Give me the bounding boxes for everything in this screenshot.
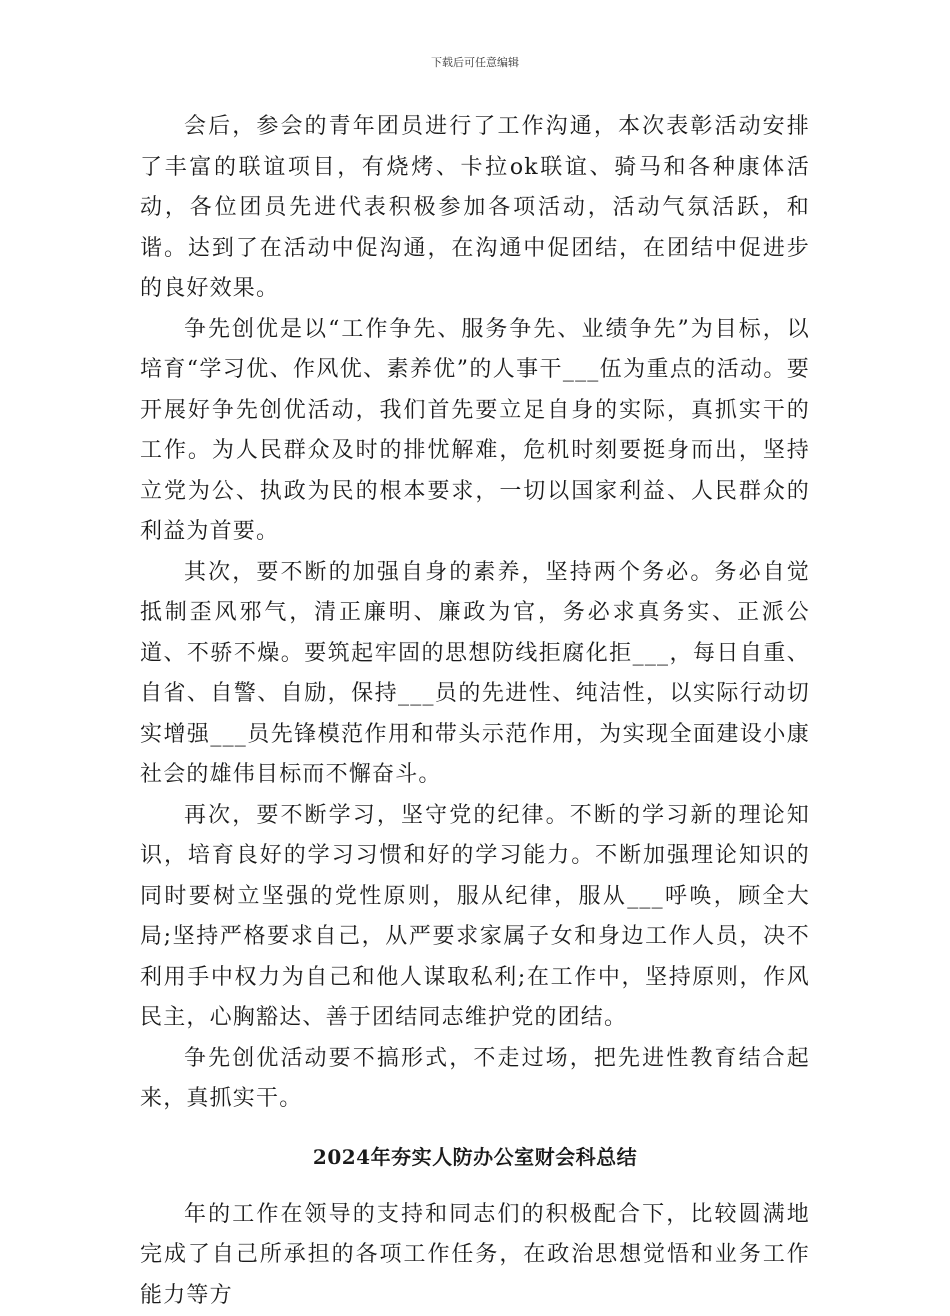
document-body <box>140 107 810 1316</box>
paragraph-party-discipline: 再次，要不断学习，坚守党的纪律。不断的学习新的理论知识，培育良好的学习习惯和好的学习能力。不断加强理论知识的同时要树立坚强的党性原则，服从纪律，服从___呼唤，顾全大局;坚持严格要求自己，从严要求家属子女和身边工作人员，决不利用手中权力为自己和他人谋取私利;在工作中，坚持原则，作风民主，心胸豁达、善于团结同志维护党的团结。 <box>140 796 810 1039</box>
section-title: 2024年夯实人防办公室财会科总结 <box>140 1120 810 1195</box>
paragraph-activity-summary: 会后，参会的青年团员进行了工作沟通，本次表彰活动安排了丰富的联谊项目，有烧烤、卡拉ok联谊、骑马和各种康体活动，各位团员先进代表积极参加各项活动，活动气氛活跃，和谐。达到了在活动中促沟通，在沟通中促团结，在团结中促进步的良好效果。 <box>140 107 810 310</box>
paragraph-summary-intro: 年的工作在领导的支持和同志们的积极配合下，比较圆满地完成了自己所承担的各项工作任务，在政治思想觉悟和业务工作能力等方 <box>140 1195 810 1316</box>
paragraph-self-cultivation: 其次，要不断的加强自身的素养，坚持两个务必。务必自觉抵制歪风邪气，清正廉明、廉政为官，务必求真务实、正派公道、不骄不燥。要筑起牢固的思想防线拒腐化拒___，每日自重、自省、自警、自励，保持___员的先进性、纯洁性，以实际行动切实增强___员先锋模范作用和带头示范作用，为实现全面建设小康社会的雄伟目标而不懈奋斗。 <box>140 553 810 796</box>
page-header: 下载后可任意编辑 <box>0 54 950 70</box>
paragraph-excellence-goals: 争先创优是以“工作争先、服务争先、业绩争先”为目标，以培育“学习优、作风优、素养优”的人事干___伍为重点的活动。要开展好争先创优活动，我们首先要立足自身的实际，真抓实干的工作。为人民群众及时的排忧解难，危机时刻要挺身而出，坚持立党为公、执政为民的根本要求，一切以国家利益、人民群众的利益为首要。 <box>140 310 810 553</box>
paragraph-conclusion: 争先创优活动要不搞形式，不走过场，把先进性教育结合起来，真抓实干。 <box>140 1039 810 1120</box>
